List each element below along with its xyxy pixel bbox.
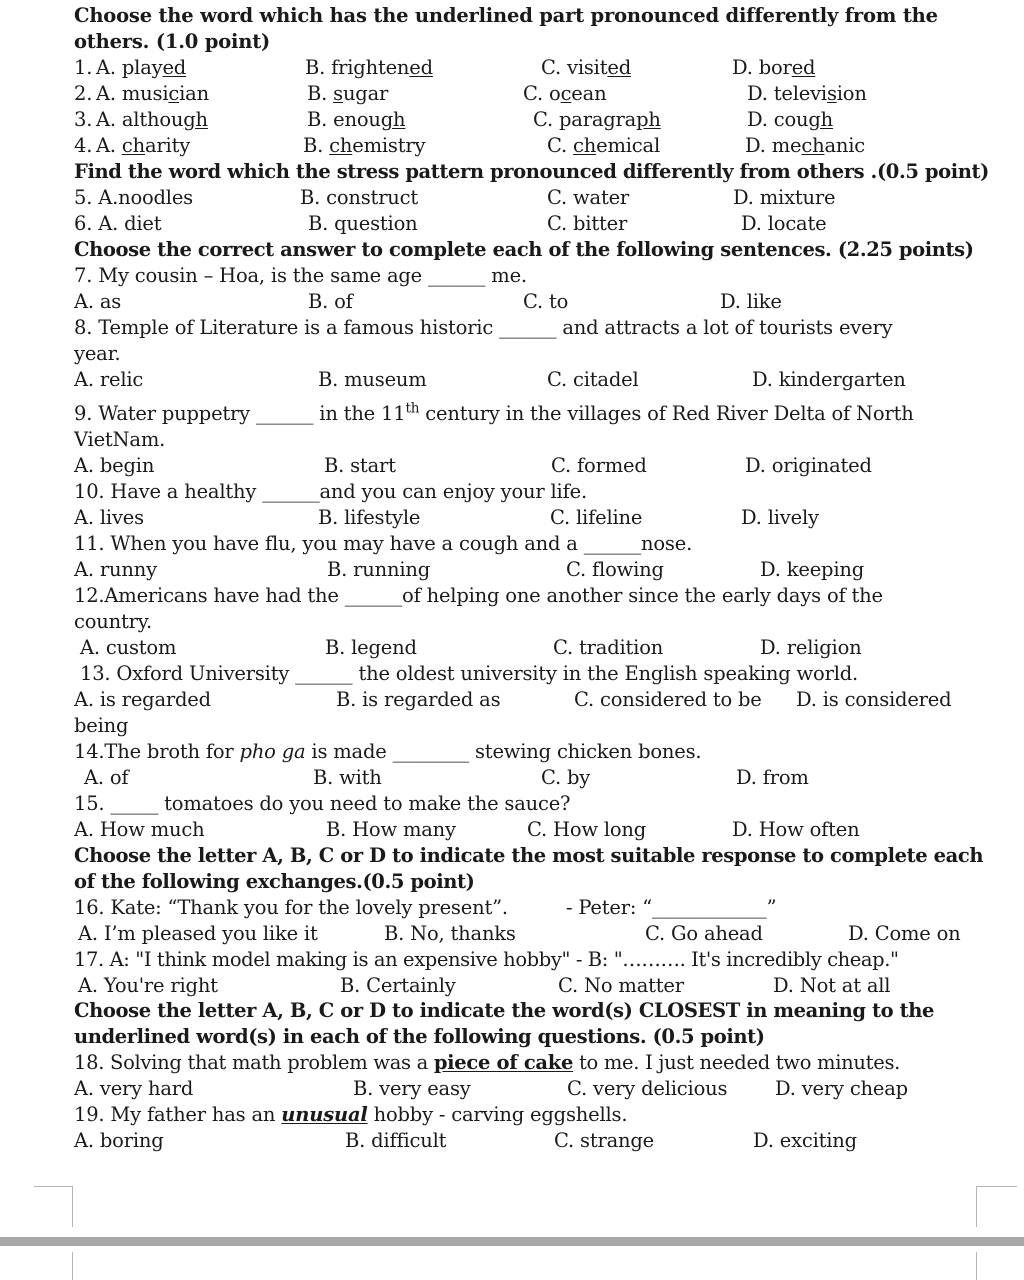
option-d[interactable]: D. very cheap bbox=[775, 1077, 908, 1100]
section2-heading: Find the word which the stress pattern pronounced differently from others .(0.5 point) bbox=[74, 160, 989, 183]
option-b[interactable]: B. No, thanks bbox=[384, 922, 516, 945]
option-a[interactable]: A. musician bbox=[96, 82, 209, 105]
option-c[interactable]: C. visited bbox=[541, 56, 631, 79]
option-c[interactable]: C. chemical bbox=[547, 134, 660, 157]
option-c[interactable]: C. lifeline bbox=[550, 506, 643, 529]
option-d[interactable]: D. cough bbox=[747, 108, 834, 131]
question-text: 10. Have a healthy ______and you can enjoy your life. bbox=[74, 480, 587, 503]
question-text-cont: year. bbox=[74, 342, 121, 365]
option-d-cont: being bbox=[74, 714, 129, 737]
option-c[interactable]: C. water bbox=[547, 186, 630, 209]
option-d[interactable]: D. Not at all bbox=[773, 974, 891, 997]
option-c[interactable]: C. bitter bbox=[547, 212, 628, 235]
option-a[interactable]: A. lives bbox=[74, 506, 144, 529]
option-b[interactable]: B. sugar bbox=[307, 82, 389, 105]
option-c[interactable]: C. Go ahead bbox=[645, 922, 763, 945]
option-c[interactable]: C. strange bbox=[554, 1129, 654, 1152]
option-a[interactable]: A. as bbox=[74, 290, 122, 313]
option-b[interactable]: B. museum bbox=[318, 368, 427, 391]
option-a[interactable]: A. played bbox=[96, 56, 187, 79]
option-b[interactable]: B. enough bbox=[307, 108, 406, 131]
option-b[interactable]: B. start bbox=[324, 454, 396, 477]
question-text-cont: VietNam. bbox=[74, 428, 166, 451]
option-c[interactable]: C. to bbox=[523, 290, 569, 313]
option-d[interactable]: D. like bbox=[720, 290, 782, 313]
option-b[interactable]: B. lifestyle bbox=[318, 506, 421, 529]
question-text: 14.The broth for pho ga is made ________ stewing chicken bones. bbox=[74, 740, 702, 763]
question-text: 11. When you have flu, you may have a cough and a ______nose. bbox=[74, 532, 693, 555]
question-text: 18. Solving that math problem was a piece of cake to me. I just needed two minutes. bbox=[74, 1051, 901, 1074]
option-c[interactable]: C. paragraph bbox=[533, 108, 661, 131]
option-b[interactable]: B. legend bbox=[325, 636, 417, 659]
option-d[interactable]: D. television bbox=[747, 82, 867, 105]
section1-heading: Choose the word which has the underlined part pronounced differently from the bbox=[74, 4, 938, 27]
option-b[interactable]: B. with bbox=[313, 766, 382, 789]
question-number: 1. bbox=[74, 56, 93, 79]
section5-heading-cont: underlined word(s) in each of the following questions. (0.5 point) bbox=[74, 1025, 765, 1048]
option-d[interactable]: D. keeping bbox=[760, 558, 864, 581]
option-c[interactable]: C. formed bbox=[551, 454, 647, 477]
option-b[interactable]: B. construct bbox=[300, 186, 419, 209]
section4-heading-cont: of the following exchanges.(0.5 point) bbox=[74, 870, 475, 893]
option-c[interactable]: C. flowing bbox=[566, 558, 664, 581]
section4-heading: Choose the letter A, B, C or D to indicate the most suitable response to complete each bbox=[74, 844, 984, 867]
option-a[interactable]: 6. A. diet bbox=[74, 212, 162, 235]
option-b[interactable]: B. frightened bbox=[305, 56, 433, 79]
option-b[interactable]: B. is regarded as bbox=[336, 688, 501, 711]
option-d[interactable]: D. locate bbox=[741, 212, 827, 235]
question-text: 12.Americans have had the ______of helping one another since the early days of the bbox=[74, 584, 883, 607]
option-d[interactable]: D. religion bbox=[760, 636, 862, 659]
section3-heading: Choose the correct answer to complete each of the following sentences. (2.25 points) bbox=[74, 238, 974, 261]
question-text: 15. _____ tomatoes do you need to make the sauce? bbox=[74, 792, 571, 815]
section1-heading-cont: others. (1.0 point) bbox=[74, 30, 271, 53]
question-text-cont: country. bbox=[74, 610, 152, 633]
option-d[interactable]: D. Come on bbox=[848, 922, 961, 945]
option-c[interactable]: C. tradition bbox=[553, 636, 664, 659]
option-a[interactable]: A. is regarded bbox=[74, 688, 211, 711]
option-a[interactable]: A. How much bbox=[74, 818, 205, 841]
option-d[interactable]: D. originated bbox=[745, 454, 872, 477]
option-a[interactable]: A. charity bbox=[96, 134, 191, 157]
option-d[interactable]: D. bored bbox=[732, 56, 816, 79]
next-page-margin-right bbox=[976, 1252, 977, 1280]
question-number: 3. bbox=[74, 108, 93, 131]
option-a[interactable]: A. very hard bbox=[74, 1077, 194, 1100]
option-c[interactable]: C. citadel bbox=[547, 368, 639, 391]
option-a[interactable]: A. although bbox=[96, 108, 208, 131]
option-c[interactable]: C. How long bbox=[527, 818, 647, 841]
question-text: 9. Water puppetry ______ in the 11th century in the villages of Red River Delta of North bbox=[74, 400, 914, 425]
option-b[interactable]: B. of bbox=[308, 290, 353, 313]
option-a[interactable]: A. boring bbox=[74, 1129, 164, 1152]
question-text: 16. Kate: “Thank you for the lovely present”. bbox=[74, 896, 508, 919]
option-d[interactable]: D. kindergarten bbox=[752, 368, 906, 391]
option-c[interactable]: C. No matter bbox=[558, 974, 684, 997]
option-c[interactable]: C. considered to be bbox=[574, 688, 762, 711]
option-b[interactable]: B. chemistry bbox=[303, 134, 426, 157]
option-b[interactable]: B. difficult bbox=[345, 1129, 447, 1152]
question-text-reply: - Peter: “____________” bbox=[566, 896, 777, 919]
option-a[interactable]: A. relic bbox=[74, 368, 144, 391]
question-number: 4. bbox=[74, 134, 93, 157]
option-b[interactable]: B. question bbox=[308, 212, 418, 235]
option-d[interactable]: D. exciting bbox=[753, 1129, 857, 1152]
option-b[interactable]: B. very easy bbox=[353, 1077, 471, 1100]
option-d[interactable]: D. lively bbox=[741, 506, 819, 529]
option-a[interactable]: A. I’m pleased you like it bbox=[78, 922, 318, 945]
page-margin-marker-left bbox=[34, 1186, 73, 1227]
question-text: 13. Oxford University ______ the oldest university in the English speaking world. bbox=[80, 662, 859, 685]
section5-heading: Choose the letter A, B, C or D to indicate the word(s) CLOSEST in meaning to the bbox=[74, 999, 935, 1022]
option-a[interactable]: A. runny bbox=[74, 558, 157, 581]
option-c[interactable]: C. by bbox=[541, 766, 591, 789]
option-a[interactable]: A. custom bbox=[80, 636, 177, 659]
page-separator bbox=[0, 1237, 1024, 1246]
option-a[interactable]: 5. A.noodles bbox=[74, 186, 193, 209]
option-c[interactable]: C. ocean bbox=[523, 82, 607, 105]
option-a[interactable]: A. of bbox=[84, 766, 129, 789]
option-d[interactable]: D. is considered bbox=[796, 688, 952, 711]
option-b[interactable]: B. Certainly bbox=[340, 974, 456, 997]
page-margin-marker-right bbox=[976, 1186, 1017, 1227]
question-number: 2. bbox=[74, 82, 93, 105]
option-a[interactable]: A. You're right bbox=[78, 974, 218, 997]
question-text: 19. My father has an unusual hobby - carving eggshells. bbox=[74, 1103, 628, 1126]
question-text: 8. Temple of Literature is a famous historic ______ and attracts a lot of tourists every bbox=[74, 316, 893, 339]
option-d[interactable]: D. How often bbox=[732, 818, 860, 841]
option-d[interactable]: D. mixture bbox=[733, 186, 836, 209]
option-d[interactable]: D. from bbox=[736, 766, 809, 789]
question-text: 7. My cousin – Hoa, is the same age ______ me. bbox=[74, 264, 527, 287]
option-d[interactable]: D. mechanic bbox=[745, 134, 866, 157]
question-text: 17. A: "I think model making is an expensive hobby" - B: "………. It's incredibly cheap." bbox=[74, 948, 899, 971]
option-c[interactable]: C. very delicious bbox=[567, 1077, 728, 1100]
option-a[interactable]: A. begin bbox=[74, 454, 155, 477]
next-page-margin-left bbox=[72, 1252, 73, 1280]
option-b[interactable]: B. How many bbox=[326, 818, 456, 841]
option-b[interactable]: B. running bbox=[327, 558, 431, 581]
